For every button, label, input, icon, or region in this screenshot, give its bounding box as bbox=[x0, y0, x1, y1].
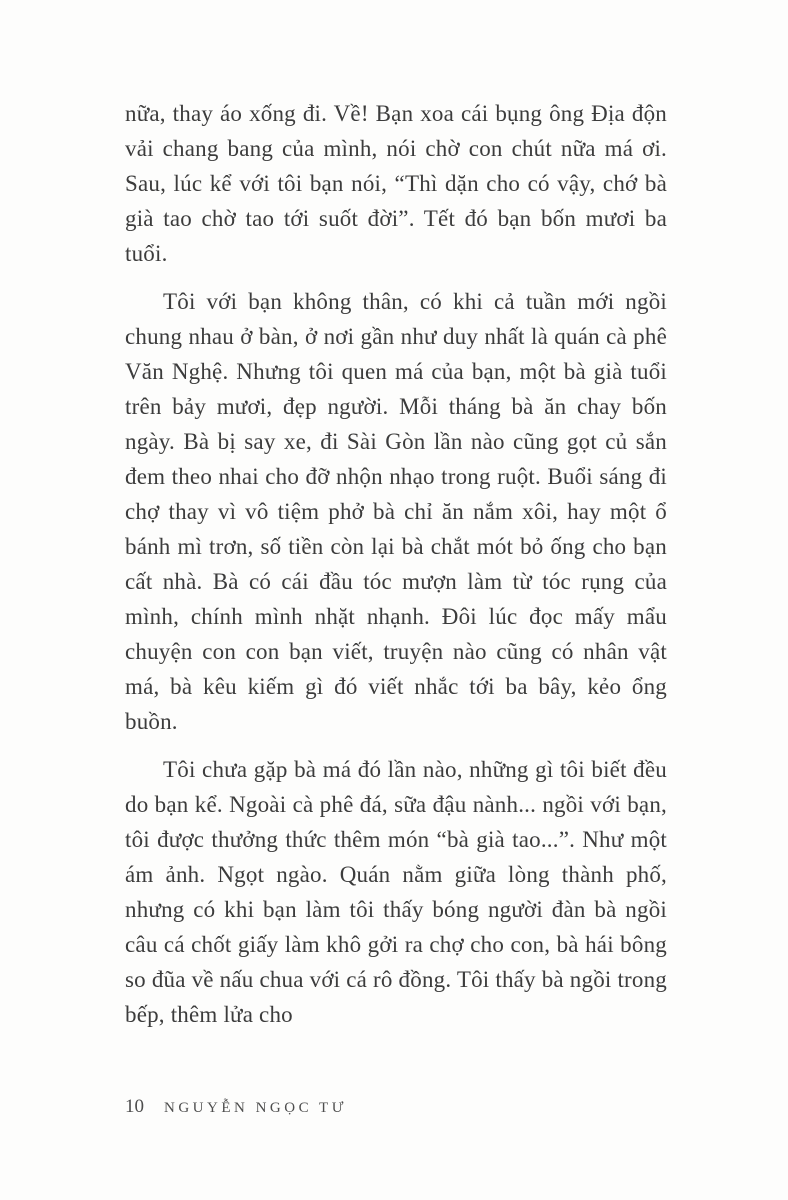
footer-author: NGUYỄN NGỌC TƯ bbox=[164, 1100, 347, 1116]
page-footer bbox=[125, 1096, 347, 1118]
page-number: 10 bbox=[125, 1096, 144, 1117]
paragraph: Tôi với bạn không thân, có khi cả tuần mới ngồi chung nhau ở bàn, ở nơi gần như duy nhất là quán cà phê Văn Nghệ. Nhưng tôi quen má của bạn, một bà già tuổi trên bảy mươi, đẹp người. Mỗi tháng bà ăn chay bốn ngày. Bà bị say xe, đi Sài Gòn lần nào cũng gọt củ sắn đem theo nhai cho đỡ nhộn nhạo trong ruột. Buổi sáng đi chợ thay vì vô tiệm phở bà chỉ ăn nắm xôi, hay một ổ bánh mì trơn, số tiền còn lại bà chắt mót bỏ ống cho bạn cất nhà. Bà có cái đầu tóc mượn làm từ tóc rụng của mình, chính mình nhặt nhạnh. Đôi lúc đọc mấy mẩu chuyện con con bạn viết, truyện nào cũng có nhân vật má, bà kêu kiếm gì đó viết nhắc tới ba bây, kẻo ổng buồn. bbox=[125, 289, 667, 734]
paragraph: Tôi chưa gặp bà má đó lần nào, những gì tôi biết đều do bạn kể. Ngoài cà phê đá, sữa đậu nành... ngồi với bạn, tôi được thưởng thức thêm món “bà già tao...”. Như một ám ảnh. Ngọt ngào. Quán nằm giữa lòng thành phố, nhưng có khi bạn làm tôi thấy bóng người đàn bà ngồi câu cá chốt giấy làm khô gởi ra chợ cho con, bà hái bông so đũa về nấu chua với cá rô đồng. Tôi thấy bà ngồi trong bếp, thêm lửa cho bbox=[125, 757, 667, 1027]
page-body-text bbox=[125, 96, 667, 1045]
paragraph: nữa, thay áo xống đi. Về! Bạn xoa cái bụng ông Địa độn vải chang bang của mình, nói chờ con chút nữa má ơi. Sau, lúc kể với tôi bạn nói, “Thì dặn cho có vậy, chớ bà già tao chờ tao tới suốt đời”. Tết đó bạn bốn mươi ba tuổi. bbox=[125, 101, 667, 266]
